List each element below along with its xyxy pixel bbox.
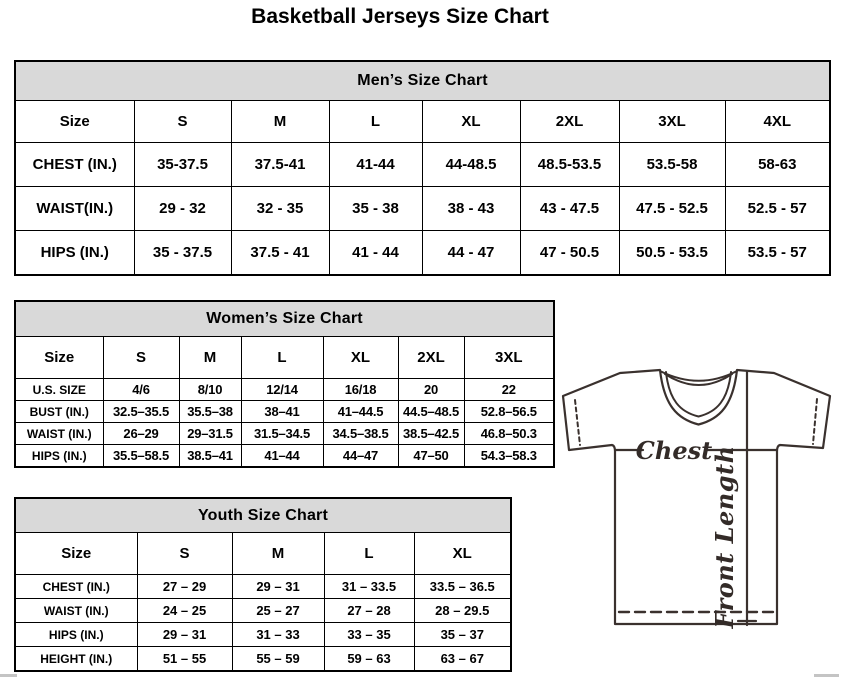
youth-corner-label: Size [15,533,137,575]
youth-measurement-value: 28 – 29.5 [414,599,511,623]
youth-measurement-row [15,575,511,599]
womens-measurement-row [15,445,554,468]
scrollbar-fragment-right [814,674,839,677]
youth-measurement-value: 35 – 37 [414,623,511,647]
womens-measurement-value: 46.8–50.3 [464,423,554,445]
youth-measurement-value: 27 – 28 [324,599,414,623]
womens-measurement-value: 26–29 [103,423,179,445]
youth-size-column-header: M [232,533,324,575]
womens-measurement-value: 8/10 [179,379,241,401]
womens-measurement-value: 41–44.5 [323,401,398,423]
youth-row-label: HIPS (IN.) [15,623,137,647]
womens-size-column-header: 3XL [464,337,554,379]
womens-row-label: U.S. SIZE [15,379,103,401]
scrollbar-fragment-left [0,674,17,677]
mens-size-column-header: XL [422,101,520,143]
womens-measurement-value: 32.5–35.5 [103,401,179,423]
chest-label: Chest [635,436,713,465]
youth-measurement-value: 31 – 33.5 [324,575,414,599]
mens-measurement-value: 35 - 38 [329,187,422,231]
youth-measurement-value: 33 – 35 [324,623,414,647]
womens-measurement-value: 38.5–41 [179,445,241,468]
mens-measurement-row [15,143,830,187]
womens-size-table [14,300,555,468]
mens-measurement-value: 53.5-58 [619,143,725,187]
mens-corner-label: Size [15,101,134,143]
mens-measurement-value: 43 - 47.5 [520,187,619,231]
collar-back-arc-2 [665,374,732,385]
youth-measurement-value: 63 – 67 [414,647,511,672]
womens-measurement-value: 12/14 [241,379,323,401]
mens-measurement-row [15,231,830,276]
mens-row-label: CHEST (IN.) [15,143,134,187]
womens-size-column-header: S [103,337,179,379]
mens-size-column-header: L [329,101,422,143]
front-length-label: Front Length [710,445,739,629]
womens-measurement-row [15,401,554,423]
mens-table-title: Men’s Size Chart [15,61,830,101]
mens-measurement-value: 50.5 - 53.5 [619,231,725,276]
youth-size-table [14,497,512,672]
womens-row-label: WAIST (IN.) [15,423,103,445]
mens-measurement-value: 35-37.5 [134,143,231,187]
mens-measurement-value: 47 - 50.5 [520,231,619,276]
mens-measurement-value: 47.5 - 52.5 [619,187,725,231]
youth-measurement-value: 25 – 27 [232,599,324,623]
womens-measurement-value: 22 [464,379,554,401]
youth-row-label: CHEST (IN.) [15,575,137,599]
page-title: Basketball Jerseys Size Chart [251,5,549,28]
womens-measurement-value: 20 [398,379,464,401]
mens-size-table [14,60,831,276]
youth-measurement-value: 29 – 31 [137,623,232,647]
mens-measurement-value: 44 - 47 [422,231,520,276]
womens-row-label: BUST (IN.) [15,401,103,423]
womens-size-column-header: L [241,337,323,379]
mens-measurement-value: 37.5-41 [231,143,329,187]
mens-measurement-value: 53.5 - 57 [725,231,830,276]
collar-inner-line [666,372,731,417]
mens-measurement-value: 37.5 - 41 [231,231,329,276]
youth-measurement-row [15,599,511,623]
womens-measurement-value: 16/18 [323,379,398,401]
womens-size-column-header: M [179,337,241,379]
youth-measurement-value: 24 – 25 [137,599,232,623]
womens-table-title-row [15,301,554,337]
mens-measurement-value: 52.5 - 57 [725,187,830,231]
womens-measurement-value: 4/6 [103,379,179,401]
mens-row-label: WAIST(IN.) [15,187,134,231]
womens-measurement-value: 54.3–58.3 [464,445,554,468]
womens-size-column-header: 2XL [398,337,464,379]
womens-size-header-row [15,337,554,379]
womens-measurement-value: 34.5–38.5 [323,423,398,445]
mens-size-column-header: M [231,101,329,143]
womens-size-column-header: XL [323,337,398,379]
mens-measurement-value: 58-63 [725,143,830,187]
mens-measurement-value: 38 - 43 [422,187,520,231]
mens-measurement-value: 41 - 44 [329,231,422,276]
youth-size-column-header: S [137,533,232,575]
jersey-outline [563,370,830,624]
youth-size-column-header: L [324,533,414,575]
mens-size-column-header: 2XL [520,101,619,143]
mens-size-column-header: S [134,101,231,143]
womens-table-title: Women’s Size Chart [15,301,554,337]
womens-measurement-value: 44.5–48.5 [398,401,464,423]
youth-measurement-value: 27 – 29 [137,575,232,599]
womens-measurement-value: 47–50 [398,445,464,468]
youth-measurement-value: 29 – 31 [232,575,324,599]
mens-table-title-row [15,61,830,101]
womens-measurement-value: 31.5–34.5 [241,423,323,445]
womens-measurement-row [15,423,554,445]
womens-measurement-value: 44–47 [323,445,398,468]
youth-measurement-value: 59 – 63 [324,647,414,672]
youth-measurement-row [15,647,511,672]
youth-row-label: HEIGHT (IN.) [15,647,137,672]
youth-size-column-header: XL [414,533,511,575]
youth-row-label: WAIST (IN.) [15,599,137,623]
womens-measurement-value: 38.5–42.5 [398,423,464,445]
mens-measurement-value: 44-48.5 [422,143,520,187]
womens-measurement-row [15,379,554,401]
youth-size-header-row [15,533,511,575]
mens-measurement-row [15,187,830,231]
womens-measurement-value: 35.5–38 [179,401,241,423]
womens-corner-label: Size [15,337,103,379]
mens-measurement-value: 48.5-53.5 [520,143,619,187]
youth-measurement-value: 51 – 55 [137,647,232,672]
youth-measurement-row [15,623,511,647]
womens-measurement-value: 41–44 [241,445,323,468]
mens-measurement-value: 35 - 37.5 [134,231,231,276]
youth-table-title-row [15,498,511,533]
womens-measurement-value: 38–41 [241,401,323,423]
mens-size-column-header: 4XL [725,101,830,143]
youth-measurement-value: 55 – 59 [232,647,324,672]
mens-size-header-row [15,101,830,143]
mens-measurement-value: 29 - 32 [134,187,231,231]
mens-row-label: HIPS (IN.) [15,231,134,276]
youth-table-title: Youth Size Chart [15,498,511,533]
womens-measurement-value: 35.5–58.5 [103,445,179,468]
mens-measurement-value: 41-44 [329,143,422,187]
youth-measurement-value: 31 – 33 [232,623,324,647]
youth-measurement-value: 33.5 – 36.5 [414,575,511,599]
mens-size-column-header: 3XL [619,101,725,143]
jersey-measurement-diagram [556,360,843,678]
womens-measurement-value: 52.8–56.5 [464,401,554,423]
womens-row-label: HIPS (IN.) [15,445,103,468]
mens-measurement-value: 32 - 35 [231,187,329,231]
womens-measurement-value: 29–31.5 [179,423,241,445]
